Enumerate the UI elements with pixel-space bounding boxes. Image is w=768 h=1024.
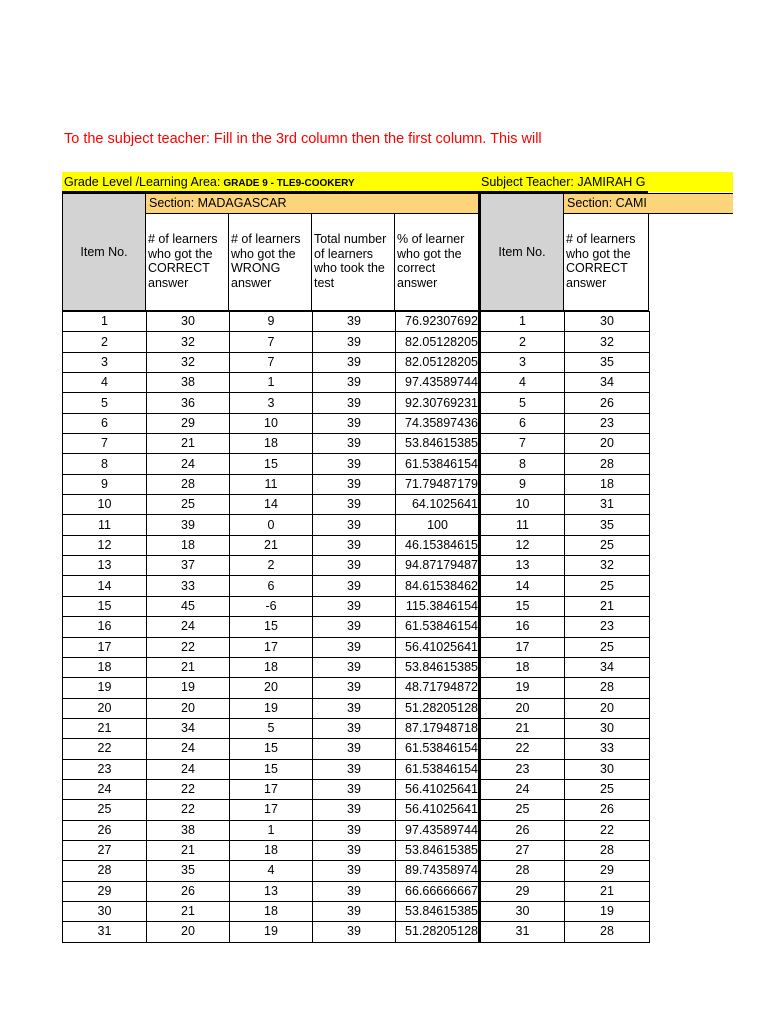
table-cell: 21 bbox=[147, 840, 230, 860]
table-cell: 92.30769231 bbox=[396, 393, 480, 413]
table-cell: 25 bbox=[565, 779, 650, 799]
table-cell: 24 bbox=[147, 454, 230, 474]
table-cell: 84.61538462 bbox=[396, 576, 480, 596]
table-row bbox=[63, 332, 480, 352]
table-cell: 35 bbox=[147, 861, 230, 881]
table-cell: 24 bbox=[63, 779, 147, 799]
table-cell: 21 bbox=[230, 535, 313, 555]
table-cell: 39 bbox=[313, 922, 396, 942]
table-row bbox=[481, 718, 650, 738]
table-cell: 25 bbox=[481, 800, 565, 820]
table-cell: 34 bbox=[565, 373, 650, 393]
table-row bbox=[63, 759, 480, 779]
table-cell: 30 bbox=[63, 901, 147, 921]
table-cell: 19 bbox=[63, 678, 147, 698]
table-cell: 1 bbox=[230, 373, 313, 393]
table-cell: 4 bbox=[230, 861, 313, 881]
table-cell: 3 bbox=[230, 393, 313, 413]
table-cell: 26 bbox=[63, 820, 147, 840]
table-row bbox=[481, 637, 650, 657]
table-cell: 14 bbox=[230, 495, 313, 515]
table-cell: 17 bbox=[230, 779, 313, 799]
table-cell: 13 bbox=[481, 556, 565, 576]
table-cell: 71.79487179 bbox=[396, 474, 480, 494]
table-cell: 14 bbox=[63, 576, 147, 596]
table-cell: 39 bbox=[313, 535, 396, 555]
table-cell: 18 bbox=[230, 840, 313, 860]
table-cell: 12 bbox=[481, 535, 565, 555]
table-cell: 35 bbox=[565, 515, 650, 535]
table-cell: 45 bbox=[147, 596, 230, 616]
table-cell: 25 bbox=[565, 637, 650, 657]
table-cell: 18 bbox=[565, 474, 650, 494]
table-row bbox=[481, 373, 650, 393]
table-row bbox=[63, 922, 480, 942]
table-cell: 115.3846154 bbox=[396, 596, 480, 616]
table-cell: 30 bbox=[565, 718, 650, 738]
table-cell: 22 bbox=[481, 739, 565, 759]
table-row bbox=[481, 820, 650, 840]
table-cell: 5 bbox=[481, 393, 565, 413]
table-row bbox=[481, 739, 650, 759]
table-cell: 15 bbox=[230, 617, 313, 637]
table-cell: 30 bbox=[565, 759, 650, 779]
table-cell: 26 bbox=[147, 881, 230, 901]
table-cell: 26 bbox=[481, 820, 565, 840]
table-cell: 15 bbox=[230, 739, 313, 759]
table-cell: 4 bbox=[63, 373, 147, 393]
table-row bbox=[481, 922, 650, 942]
table-cell: 31 bbox=[481, 922, 565, 942]
table-cell: 10 bbox=[230, 413, 313, 433]
table-cell: 23 bbox=[565, 413, 650, 433]
table-cell: 39 bbox=[313, 759, 396, 779]
table-cell: 32 bbox=[565, 556, 650, 576]
table-cell: 10 bbox=[481, 495, 565, 515]
table-cell: 19 bbox=[565, 901, 650, 921]
table-row bbox=[63, 515, 480, 535]
table-cell: 82.05128205 bbox=[396, 352, 480, 372]
table-row bbox=[63, 657, 480, 677]
table-cell: 89.74358974 bbox=[396, 861, 480, 881]
grade-level-label: Grade Level /Learning Area: GRADE 9 - TLE9-COOKERY bbox=[64, 175, 355, 189]
table-row bbox=[481, 901, 650, 921]
table-cell: 22 bbox=[147, 637, 230, 657]
table-cell: 61.53846154 bbox=[396, 759, 480, 779]
table-cell: 21 bbox=[565, 881, 650, 901]
left-section-label: Section: MADAGASCAR bbox=[145, 193, 479, 214]
table-cell: 39 bbox=[313, 678, 396, 698]
table-cell: 25 bbox=[565, 576, 650, 596]
table-cell: 20 bbox=[565, 434, 650, 454]
table-cell: 29 bbox=[565, 861, 650, 881]
table-cell: 4 bbox=[481, 373, 565, 393]
table-row bbox=[63, 312, 480, 332]
table-cell: 9 bbox=[63, 474, 147, 494]
table-cell: 11 bbox=[63, 515, 147, 535]
left-wrong-header: # of learners who got the WRONG answer bbox=[228, 213, 312, 311]
table-cell: 39 bbox=[313, 576, 396, 596]
table-cell: 28 bbox=[63, 861, 147, 881]
table-cell: 7 bbox=[230, 332, 313, 352]
table-cell: 21 bbox=[481, 718, 565, 738]
table-cell: 6 bbox=[63, 413, 147, 433]
table-row bbox=[481, 434, 650, 454]
table-cell: 26 bbox=[565, 800, 650, 820]
table-cell: 28 bbox=[481, 861, 565, 881]
table-cell: 1 bbox=[230, 820, 313, 840]
table-cell: 39 bbox=[313, 657, 396, 677]
table-cell: 32 bbox=[147, 332, 230, 352]
table-cell: 7 bbox=[63, 434, 147, 454]
table-cell: 15 bbox=[230, 759, 313, 779]
table-row bbox=[63, 393, 480, 413]
table-row bbox=[481, 779, 650, 799]
table-cell: 18 bbox=[481, 657, 565, 677]
table-cell: 22 bbox=[63, 739, 147, 759]
table-cell: 61.53846154 bbox=[396, 617, 480, 637]
table-cell: 0 bbox=[230, 515, 313, 535]
table-cell: 48.71794872 bbox=[396, 678, 480, 698]
table-cell: 6 bbox=[481, 413, 565, 433]
table-cell: 7 bbox=[481, 434, 565, 454]
table-cell: 19 bbox=[230, 922, 313, 942]
table-cell: 18 bbox=[230, 657, 313, 677]
table-cell: 87.17948718 bbox=[396, 718, 480, 738]
table-cell: 100 bbox=[396, 515, 480, 535]
table-cell: 20 bbox=[63, 698, 147, 718]
header-bar bbox=[62, 172, 733, 192]
table-cell: 51.28205128 bbox=[396, 922, 480, 942]
table-cell: 31 bbox=[565, 495, 650, 515]
table-cell: 53.84615385 bbox=[396, 434, 480, 454]
table-cell: 53.84615385 bbox=[396, 840, 480, 860]
table-cell: 7 bbox=[230, 352, 313, 372]
table-cell: 39 bbox=[313, 800, 396, 820]
table-cell: 24 bbox=[147, 739, 230, 759]
table-cell: 18 bbox=[230, 901, 313, 921]
table-cell: 23 bbox=[481, 759, 565, 779]
table-cell: 32 bbox=[565, 332, 650, 352]
table-cell: 25 bbox=[565, 535, 650, 555]
table-cell: 5 bbox=[63, 393, 147, 413]
table-cell: 20 bbox=[565, 698, 650, 718]
table-cell: 30 bbox=[147, 312, 230, 332]
table-cell: 51.28205128 bbox=[396, 698, 480, 718]
table-cell: 39 bbox=[313, 698, 396, 718]
table-row bbox=[63, 556, 480, 576]
table-cell: 64.1025641 bbox=[396, 495, 480, 515]
table-cell: 61.53846154 bbox=[396, 739, 480, 759]
table-cell: 27 bbox=[481, 840, 565, 860]
table-cell: 24 bbox=[481, 779, 565, 799]
table-cell: 23 bbox=[565, 617, 650, 637]
table-cell: 20 bbox=[147, 698, 230, 718]
table-cell: 74.35897436 bbox=[396, 413, 480, 433]
grade-value: GRADE 9 - TLE9-COOKERY bbox=[223, 178, 355, 189]
table-row bbox=[63, 881, 480, 901]
table-cell: 29 bbox=[481, 881, 565, 901]
left-data-table bbox=[62, 311, 480, 943]
table-row bbox=[481, 881, 650, 901]
table-row bbox=[63, 840, 480, 860]
table-row bbox=[63, 861, 480, 881]
table-cell: 2 bbox=[230, 556, 313, 576]
table-cell: 33 bbox=[147, 576, 230, 596]
table-row bbox=[481, 495, 650, 515]
table-cell: 29 bbox=[63, 881, 147, 901]
table-cell: 28 bbox=[147, 474, 230, 494]
table-row bbox=[481, 352, 650, 372]
table-row bbox=[63, 739, 480, 759]
table-cell: 28 bbox=[565, 454, 650, 474]
table-cell: 23 bbox=[63, 759, 147, 779]
table-cell: 11 bbox=[230, 474, 313, 494]
table-cell: 39 bbox=[147, 515, 230, 535]
table-cell: 22 bbox=[565, 820, 650, 840]
table-cell: 21 bbox=[147, 434, 230, 454]
right-data-table bbox=[480, 311, 650, 943]
table-cell: 39 bbox=[313, 434, 396, 454]
table-row bbox=[481, 576, 650, 596]
table-cell: 39 bbox=[313, 739, 396, 759]
table-row bbox=[63, 576, 480, 596]
table-cell: 39 bbox=[313, 352, 396, 372]
table-cell: 17 bbox=[230, 800, 313, 820]
table-cell: 39 bbox=[313, 373, 396, 393]
table-cell: 97.43589744 bbox=[396, 820, 480, 840]
table-cell: 21 bbox=[147, 657, 230, 677]
table-row bbox=[481, 698, 650, 718]
table-row bbox=[481, 596, 650, 616]
table-cell: 53.84615385 bbox=[396, 901, 480, 921]
table-row bbox=[481, 800, 650, 820]
table-cell: 8 bbox=[481, 454, 565, 474]
table-row bbox=[481, 759, 650, 779]
table-row bbox=[63, 474, 480, 494]
table-cell: 6 bbox=[230, 576, 313, 596]
left-item-no-header: Item No. bbox=[62, 193, 146, 311]
table-cell: 8 bbox=[63, 454, 147, 474]
table-cell: 39 bbox=[313, 901, 396, 921]
table-row bbox=[63, 800, 480, 820]
table-row bbox=[63, 779, 480, 799]
table-cell: 66.66666667 bbox=[396, 881, 480, 901]
table-cell: 97.43589744 bbox=[396, 373, 480, 393]
table-cell: 39 bbox=[313, 556, 396, 576]
table-row bbox=[481, 413, 650, 433]
table-cell: 18 bbox=[147, 535, 230, 555]
table-cell: 10 bbox=[63, 495, 147, 515]
table-row bbox=[63, 495, 480, 515]
table-cell: 31 bbox=[63, 922, 147, 942]
table-cell: 33 bbox=[565, 739, 650, 759]
table-row bbox=[63, 637, 480, 657]
table-row bbox=[481, 556, 650, 576]
table-cell: 39 bbox=[313, 637, 396, 657]
table-cell: 56.41025641 bbox=[396, 800, 480, 820]
table-row bbox=[481, 474, 650, 494]
table-cell: 15 bbox=[481, 596, 565, 616]
table-cell: 56.41025641 bbox=[396, 779, 480, 799]
table-cell: 2 bbox=[481, 332, 565, 352]
table-row bbox=[63, 352, 480, 372]
table-cell: 17 bbox=[63, 637, 147, 657]
table-cell: 28 bbox=[565, 922, 650, 942]
table-cell: 32 bbox=[147, 352, 230, 372]
table-cell: 22 bbox=[147, 779, 230, 799]
table-row bbox=[63, 617, 480, 637]
table-cell: 21 bbox=[565, 596, 650, 616]
table-cell: 39 bbox=[313, 474, 396, 494]
table-cell: 26 bbox=[565, 393, 650, 413]
table-cell: 20 bbox=[481, 698, 565, 718]
table-cell: 30 bbox=[565, 312, 650, 332]
table-cell: 21 bbox=[147, 901, 230, 921]
table-row bbox=[63, 698, 480, 718]
table-cell: 21 bbox=[63, 718, 147, 738]
table-cell: 18 bbox=[63, 657, 147, 677]
table-cell: 94.87179487 bbox=[396, 556, 480, 576]
table-row bbox=[481, 393, 650, 413]
table-row bbox=[481, 535, 650, 555]
table-cell: 24 bbox=[147, 759, 230, 779]
table-cell: 25 bbox=[63, 800, 147, 820]
table-row bbox=[481, 515, 650, 535]
table-cell: 3 bbox=[481, 352, 565, 372]
table-cell: 16 bbox=[481, 617, 565, 637]
table-cell: 39 bbox=[313, 617, 396, 637]
table-cell: 1 bbox=[63, 312, 147, 332]
table-cell: 39 bbox=[313, 393, 396, 413]
table-cell: 28 bbox=[565, 840, 650, 860]
table-row bbox=[63, 718, 480, 738]
table-cell: 34 bbox=[147, 718, 230, 738]
table-cell: 39 bbox=[313, 596, 396, 616]
table-row bbox=[63, 434, 480, 454]
table-cell: 24 bbox=[147, 617, 230, 637]
table-cell: 17 bbox=[481, 637, 565, 657]
table-cell: 15 bbox=[230, 454, 313, 474]
table-cell: 35 bbox=[565, 352, 650, 372]
table-cell: 39 bbox=[313, 779, 396, 799]
table-cell: 19 bbox=[481, 678, 565, 698]
right-correct-header: # of learners who got the CORRECT answer bbox=[563, 213, 649, 311]
table-cell: 39 bbox=[313, 515, 396, 535]
table-cell: 30 bbox=[481, 901, 565, 921]
table-cell: 28 bbox=[565, 678, 650, 698]
table-cell: 39 bbox=[313, 454, 396, 474]
table-cell: 13 bbox=[230, 881, 313, 901]
table-cell: 9 bbox=[230, 312, 313, 332]
table-cell: 76.92307692 bbox=[396, 312, 480, 332]
table-row bbox=[481, 617, 650, 637]
table-cell: 82.05128205 bbox=[396, 332, 480, 352]
table-row bbox=[63, 535, 480, 555]
table-row bbox=[481, 840, 650, 860]
table-cell: 9 bbox=[481, 474, 565, 494]
table-cell: 39 bbox=[313, 861, 396, 881]
table-row bbox=[63, 454, 480, 474]
table-row bbox=[481, 861, 650, 881]
right-section-label: Section: CAMI bbox=[563, 193, 733, 214]
table-cell: 27 bbox=[63, 840, 147, 860]
table-cell: 11 bbox=[481, 515, 565, 535]
table-cell: 20 bbox=[230, 678, 313, 698]
table-cell: 22 bbox=[147, 800, 230, 820]
table-cell: 19 bbox=[147, 678, 230, 698]
table-row bbox=[63, 678, 480, 698]
instruction-text: To the subject teacher: Fill in the 3rd column then the first column. This will bbox=[64, 131, 542, 147]
table-row bbox=[63, 413, 480, 433]
table-row bbox=[63, 596, 480, 616]
table-cell: 1 bbox=[481, 312, 565, 332]
table-cell: 39 bbox=[313, 718, 396, 738]
table-row bbox=[481, 332, 650, 352]
table-cell: 38 bbox=[147, 820, 230, 840]
left-percent-header: % of learner who got the correct answer bbox=[394, 213, 479, 311]
table-row bbox=[63, 373, 480, 393]
table-cell: 53.84615385 bbox=[396, 657, 480, 677]
table-cell: 25 bbox=[147, 495, 230, 515]
table-cell: 39 bbox=[313, 332, 396, 352]
table-cell: 3 bbox=[63, 352, 147, 372]
table-cell: 29 bbox=[147, 413, 230, 433]
table-cell: 19 bbox=[230, 698, 313, 718]
table-row bbox=[481, 312, 650, 332]
table-cell: 36 bbox=[147, 393, 230, 413]
table-cell: 17 bbox=[230, 637, 313, 657]
table-cell: 39 bbox=[313, 820, 396, 840]
table-row bbox=[63, 820, 480, 840]
table-cell: 39 bbox=[313, 312, 396, 332]
table-cell: 13 bbox=[63, 556, 147, 576]
table-cell: 15 bbox=[63, 596, 147, 616]
left-correct-header: # of learners who got the CORRECT answer bbox=[145, 213, 229, 311]
table-cell: 20 bbox=[147, 922, 230, 942]
left-total-header: Total number of learners who took the test bbox=[311, 213, 395, 311]
table-row bbox=[481, 678, 650, 698]
table-cell: 12 bbox=[63, 535, 147, 555]
table-cell: 34 bbox=[565, 657, 650, 677]
table-cell: 38 bbox=[147, 373, 230, 393]
table-cell: 16 bbox=[63, 617, 147, 637]
table-row bbox=[481, 657, 650, 677]
table-cell: 39 bbox=[313, 840, 396, 860]
table-cell: 61.53846154 bbox=[396, 454, 480, 474]
table-cell: 5 bbox=[230, 718, 313, 738]
table-cell: 39 bbox=[313, 495, 396, 515]
table-cell: -6 bbox=[230, 596, 313, 616]
table-cell: 18 bbox=[230, 434, 313, 454]
table-cell: 46.15384615 bbox=[396, 535, 480, 555]
right-item-no-header: Item No. bbox=[480, 193, 564, 311]
table-row bbox=[481, 454, 650, 474]
table-cell: 56.41025641 bbox=[396, 637, 480, 657]
table-cell: 37 bbox=[147, 556, 230, 576]
table-cell: 2 bbox=[63, 332, 147, 352]
table-cell: 14 bbox=[481, 576, 565, 596]
table-separator bbox=[478, 191, 481, 943]
table-row bbox=[63, 901, 480, 921]
table-cell: 39 bbox=[313, 881, 396, 901]
subject-teacher-label: Subject Teacher: JAMIRAH G bbox=[481, 175, 646, 189]
table-cell: 39 bbox=[313, 413, 396, 433]
